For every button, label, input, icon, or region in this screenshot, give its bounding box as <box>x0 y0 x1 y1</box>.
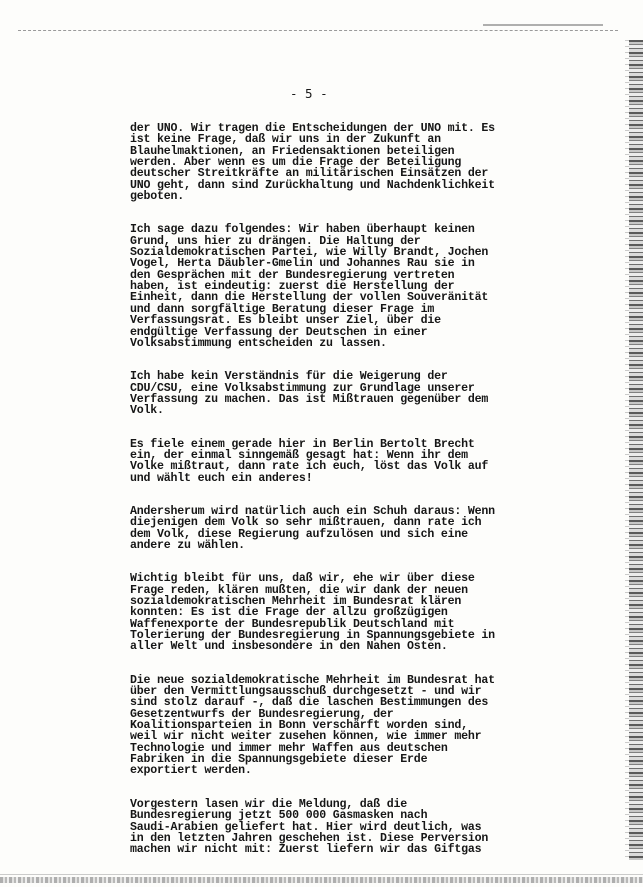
text-line: werden. Aber wenn es um die Frage der Beteiligung <box>130 156 462 170</box>
text-line: den Gesprächen mit der Bundesregierung vertreten <box>130 268 455 282</box>
document-body <box>130 123 530 878</box>
paragraph <box>130 439 530 484</box>
text-line: Frage reden, klären mußten, die wir dank der neuen <box>130 583 468 597</box>
text-line: in den letzten Jahren geschehen ist. Diese Perversion <box>130 831 489 845</box>
text-line: der UNO. Wir tragen die Entscheidungen der UNO mit. Es <box>130 122 495 135</box>
text-line: diejenigen dem Volk so sehr mißtrauen, dann rate ich <box>130 516 482 530</box>
text-line: ein, der einmal sinngemäß gesagt hat: Wenn ihr dem <box>130 448 468 462</box>
text-line: Einheit, dann die Herstellung der vollen Souveränität <box>130 291 489 305</box>
text-line: Technologie und immer mehr Waffen aus deutschen <box>130 741 448 755</box>
text-line: Saudi-Arabien geliefert hat. Hier wird deutlich, was <box>130 820 482 834</box>
paragraph <box>130 123 530 202</box>
text-line: Fabriken in die Spannungsgebiete dieser Erde <box>130 753 428 767</box>
text-line: dem Volk, diese Regierung aufzulösen und sich eine <box>130 527 468 541</box>
text-line: geboten. <box>130 190 185 204</box>
text-line: Volke mißtraut, dann rate ich euch, löst das Volk auf <box>130 460 489 474</box>
text-line: Ich sage dazu folgendes: Wir haben überhaupt keinen <box>130 223 475 237</box>
text-line: Es fiele einem gerade hier in Berlin Bertolt Brecht <box>130 437 475 451</box>
text-line: exportiert werden. <box>130 764 252 778</box>
text-line: sind stolz darauf -, daß die laschen Bestimmungen des <box>130 696 489 710</box>
text-line: UNO geht, dann sind Zurückhaltung und Nachdenklichkeit <box>130 178 495 192</box>
text-line: ist keine Frage, daß wir uns in der Zukunft an <box>130 133 441 147</box>
text-line: weil wir nicht weiter zusehen können, wie immer mehr <box>130 730 482 744</box>
paragraph <box>130 573 530 652</box>
text-line: Sozialdemokratischen Partei, wie Willy Brandt, Jochen <box>130 246 489 260</box>
text-line: Andersherum wird natürlich auch ein Schuh daraus: Wenn <box>130 504 495 518</box>
text-line: Die neue sozialdemokratische Mehrheit im Bundesrat hat <box>130 673 495 687</box>
text-line: Koalitionsparteien in Bonn verschärft worden sind, <box>130 719 468 733</box>
text-line: Waffenexporte der Bundesrepublik Deutschland mit <box>130 617 455 631</box>
paragraph <box>130 224 530 349</box>
text-line: über den Vermittlungsausschuß durchgesetzt - und wir <box>130 685 482 699</box>
text-line: Tolerierung der Bundesregierung in Spannungsgebiete in <box>130 629 495 643</box>
page-number: - 5 - <box>290 86 328 101</box>
scan-edge-bottom <box>0 877 643 883</box>
text-line: CDU/CSU, eine Volksabstimmung zur Grundlage unserer <box>130 381 475 395</box>
paragraph <box>130 371 530 416</box>
text-line: und wählt euch ein anderes! <box>130 471 313 485</box>
text-line: Volk. <box>130 404 164 418</box>
text-line: Gesetzentwurfs der Bundesregierung, der <box>130 707 394 721</box>
text-line: sozialdemokratischen Mehrheit im Bundesrat klären <box>130 595 462 608</box>
text-line: Blauhelmaktionen, an Friedensaktionen beteiligen <box>130 144 455 158</box>
text-line: Wichtig bleibt für uns, daß wir, ehe wir über diese <box>130 572 475 586</box>
scan-edge-right-inner <box>625 40 629 860</box>
text-line: Vorgestern lasen wir die Meldung, daß die <box>130 797 408 811</box>
text-line: Grund, uns hier zu drängen. Die Haltung der <box>130 234 421 248</box>
text-line: aller Welt und insbesondere in den Nahen Osten. <box>130 640 448 654</box>
text-line: Vogel, Herta Däubler-Gmelin und Johannes Rau sie in <box>130 257 475 271</box>
text-line: Ich habe kein Verständnis für die Weigerung der <box>130 370 448 384</box>
text-line: Volksabstimmung entscheiden zu lassen. <box>130 336 387 350</box>
paragraph <box>130 799 530 856</box>
text-line: Verfassungsrat. Es bleibt unser Ziel, über die <box>130 314 441 328</box>
scan-mark-top-right <box>483 24 603 26</box>
paragraph <box>130 506 530 551</box>
text-line: andere zu wählen. <box>130 538 245 552</box>
text-line: und dann sorgfältige Beratung dieser Frage im <box>130 302 435 316</box>
text-line: haben, ist eindeutig: zuerst die Herstellung der <box>130 280 455 294</box>
scan-edge-right <box>629 40 643 860</box>
text-line: konnten: Es ist die Frage der allzu großzügigen <box>130 606 448 620</box>
text-line: endgültige Verfassung der Deutschen in einer <box>130 325 428 339</box>
text-line: Bundesregierung jetzt 500 000 Gasmasken nach <box>130 809 428 823</box>
text-line: Verfassung zu machen. Das ist Mißtrauen gegenüber dem <box>130 392 489 406</box>
text-line: machen wir nicht mit: Zuerst liefern wir das Giftgas <box>130 843 482 857</box>
paragraph <box>130 675 530 777</box>
text-line: deutscher Streitkräfte an militärischen Einsätzen der <box>130 167 489 181</box>
scan-edge-top <box>18 30 618 31</box>
